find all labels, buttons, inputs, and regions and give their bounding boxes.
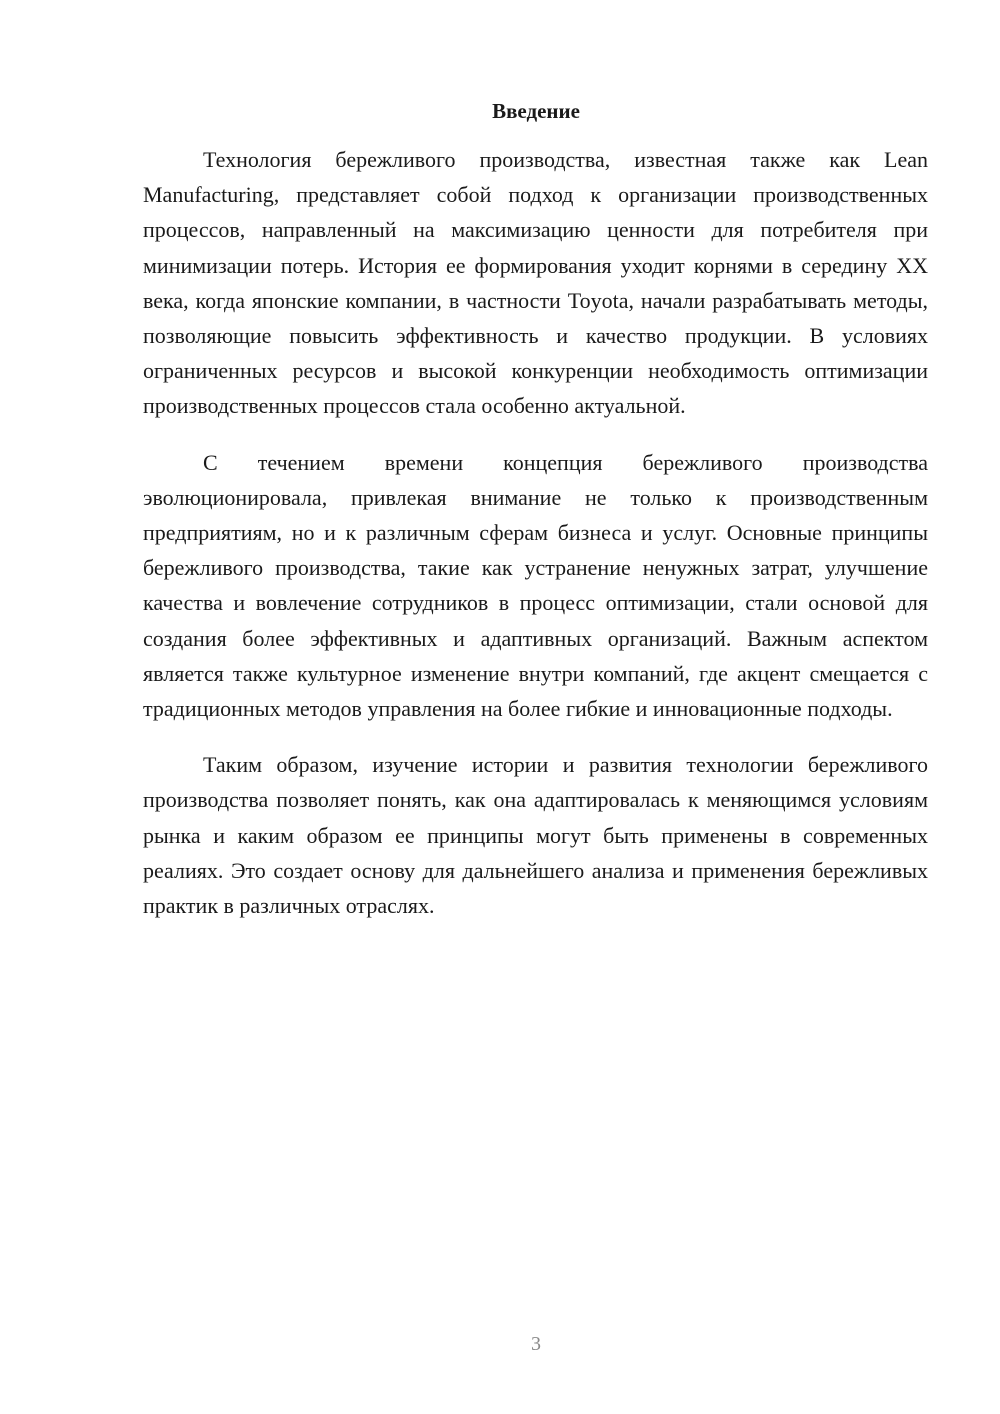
paragraph-3: Таким образом, изучение истории и развития технологии бережливого производства позволяет понять, как она адаптировалась к меняющимся условиям рынка и каким образом ее принципы могут быть применены в современных реалиях. Это создает основу для дальнейшего анализа и применения бережливых практик в различных отраслях. xyxy=(143,752,928,919)
section-heading: Введение xyxy=(492,99,580,123)
body-text xyxy=(143,142,928,944)
paragraph-1: Технология бережливого производства, известная также как Lean Manufacturing, представляет собой подход к организации производственных процессов, направленный на максимизацию ценности для потребителя при минимизации потерь. История ее формирования уходит корнями в середину XX века, когда японские компании, в частности Toyota, начали разрабатывать методы, позволяющие повысить эффективность и качество продукции. В условиях ограниченных ресурсов и высокой конкуренции необходимость оптимизации производственных процессов стала особенно актуальной. xyxy=(143,147,928,419)
page-number: 3 xyxy=(531,1333,541,1355)
paragraph-2: С течением времени концепция бережливого производства эволюционировала, привлекая внимание не только к производственным предприятиям, но и к различным сферам бизнеса и услуг. Основные принципы бережливого производства, такие как устранение ненужных затрат, улучшение качества и вовлечение сотрудников в процесс оптимизации, стали основой для создания более эффективных и адаптивных организаций. Важным аспектом является также культурное изменение внутри компаний, где акцент смещается с традиционных методов управления на более гибкие и инновационные подходы. xyxy=(143,449,928,722)
